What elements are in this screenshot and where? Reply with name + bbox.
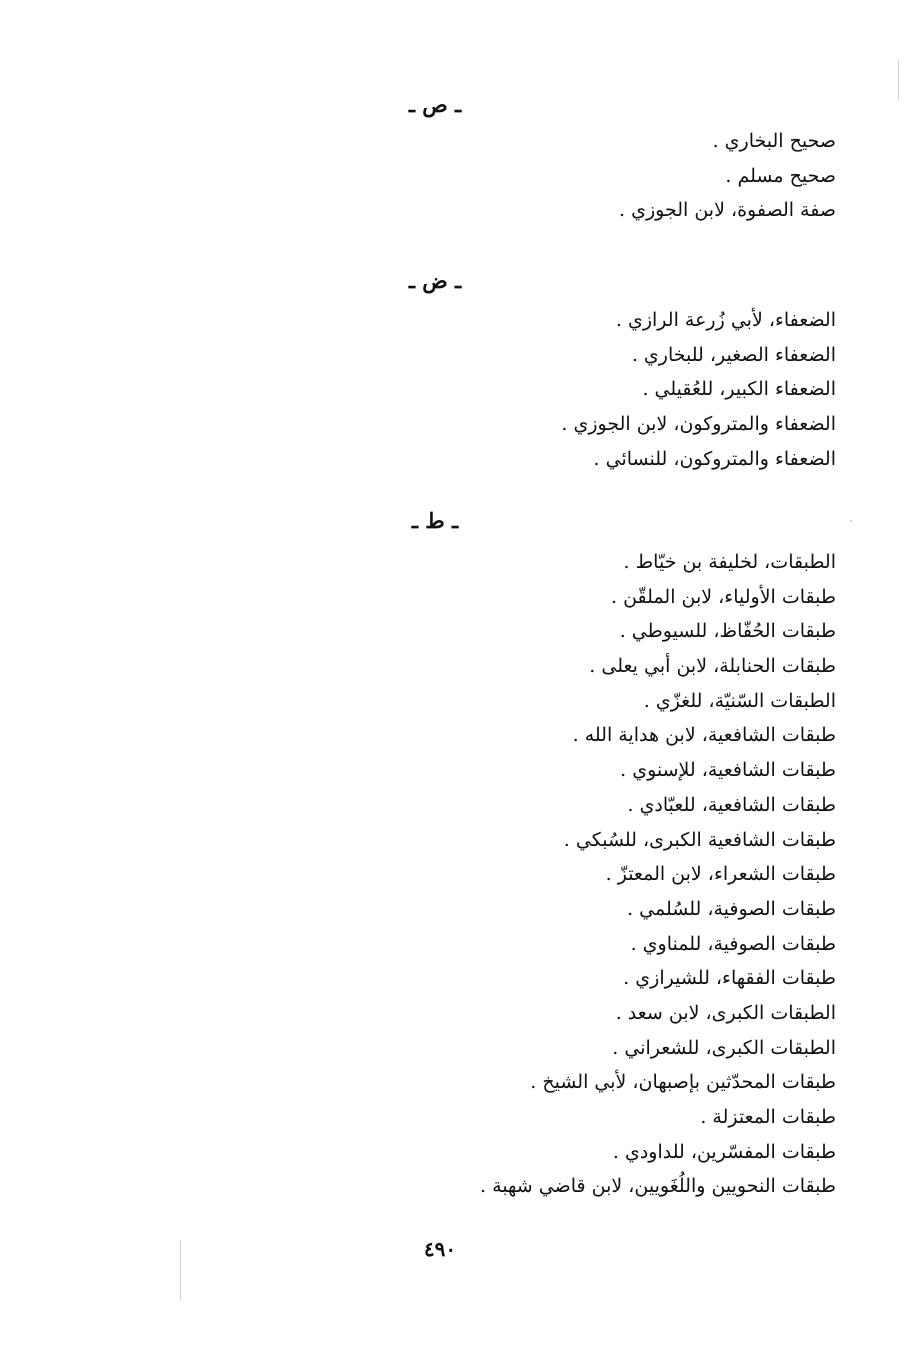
list-item: طبقات الصوفية، للسُلمي . [627, 897, 836, 920]
list-item: صحيح البخاري . [712, 130, 836, 152]
list-item: طبقات الصوفية، للمناوي . [630, 932, 836, 955]
list-item: طبقات الشافعية الكبرى، للسُبكي . [563, 828, 836, 851]
list-item: الضعفاء الكبير، للعُقيلي . [642, 378, 836, 401]
list-item: الطبقات الكبرى، لابن سعد . [615, 1001, 836, 1024]
list-item: الطبقات الكبرى، للشعراني . [612, 1036, 836, 1059]
section-heading-ta: ـ ط ـ [411, 508, 459, 533]
section-list-dad [416, 303, 836, 476]
section-list-sad [416, 124, 836, 228]
list-item: طبقات الشعراء، لابن المعتزّ . [605, 863, 836, 886]
list-item: الضعفاء والمتروكون، لابن الجوزي . [561, 413, 836, 436]
list-item: صحيح مسلم . [725, 164, 836, 187]
list-item: طبقات الشافعية، لابن هداية الله . [572, 724, 836, 747]
list-item: الطبقات، لخليفة بن خيّاط . [623, 551, 836, 573]
list-item: صفة الصفوة، لابن الجوزي . [619, 199, 836, 222]
list-item: الضعفاء الصغير، للبخاري . [631, 343, 836, 366]
list-item: طبقات الأولياء، لابن الملقّن . [610, 585, 836, 608]
list-item: طبقات الشافعية، للعبّادي . [627, 793, 836, 816]
list-item: طبقات المفسّرين، للداودي . [612, 1140, 836, 1163]
list-item: طبقات الحنابلة، لابن أبي يعلى . [589, 655, 836, 678]
list-item: طبقات المعتزلة . [700, 1106, 836, 1128]
list-item: الطبقات السّنيّة، للغزّي . [643, 689, 836, 712]
list-item: طبقات الشافعية، للإسنوي . [620, 759, 836, 782]
scan-artifact [850, 520, 852, 522]
list-item: الضعفاء، لأبي زُرعة الرازي . [615, 309, 836, 331]
section-heading-dad: ـ ض ـ [408, 268, 462, 293]
list-item: طبقات النحويين واللُغَويين، لابن قاضي شهبة . [480, 1175, 836, 1198]
scan-artifact [180, 1240, 181, 1300]
section-heading-sad: ـ ص ـ [408, 92, 462, 117]
list-item: الضعفاء والمتروكون، للنسائي . [593, 447, 836, 470]
section-list-ta [416, 545, 836, 1204]
list-item: طبقات الحُفّاظ، للسيوطي . [619, 620, 836, 643]
page-number: ٤٩٠ [423, 1237, 457, 1261]
list-item: طبقات الفقهاء، للشيرازي . [623, 967, 836, 990]
scan-artifact [898, 60, 899, 100]
list-item: طبقات المحدّثين بإصبهان، لأبي الشيخ . [530, 1071, 836, 1094]
